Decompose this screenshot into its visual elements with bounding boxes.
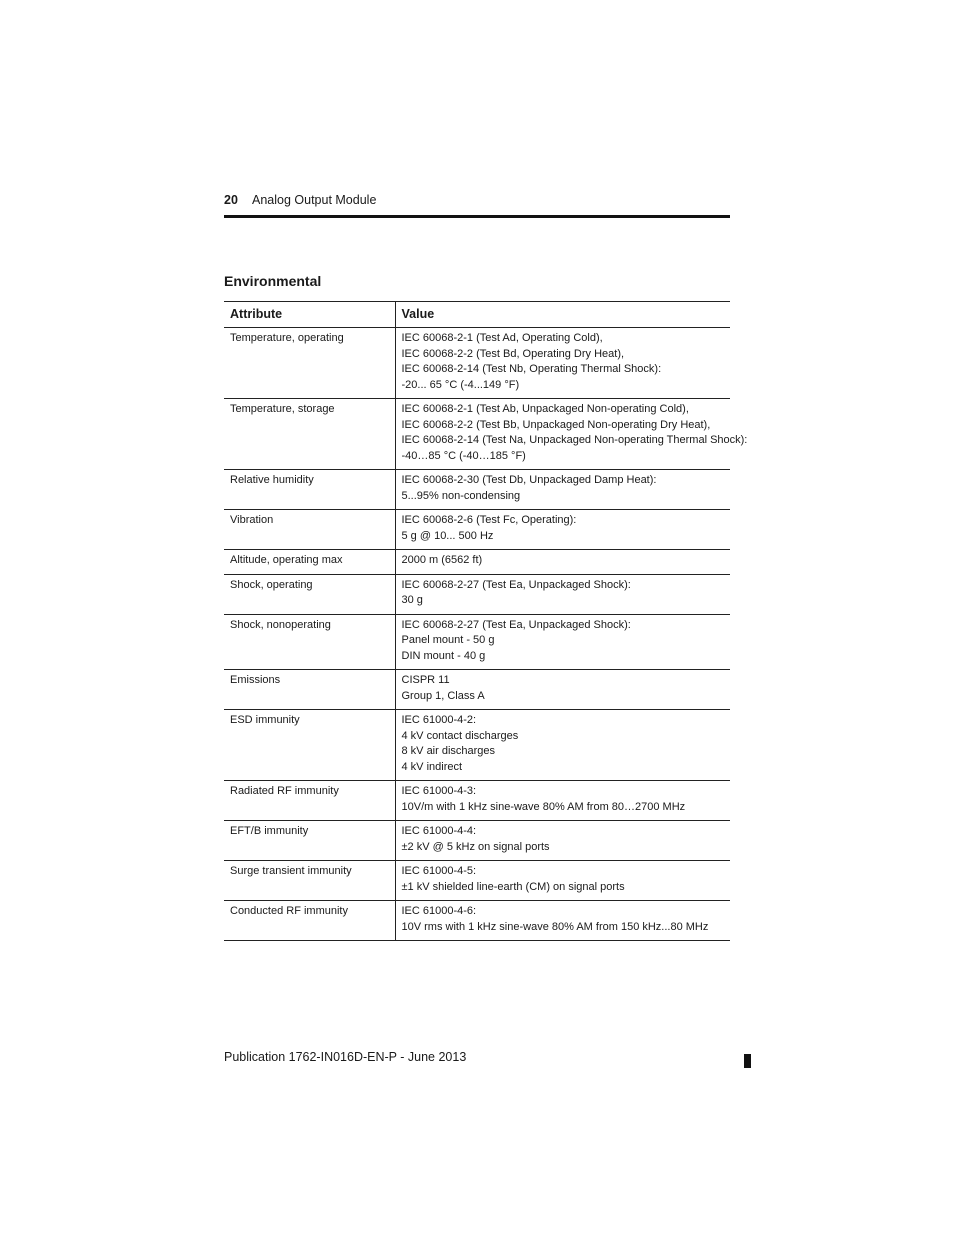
value-cell <box>395 861 730 901</box>
value-cell <box>395 550 730 575</box>
table-row <box>224 901 730 941</box>
value-line: 5...95% non-condensing <box>401 489 521 502</box>
page-number: 20 <box>224 193 238 207</box>
value-line: 4 kV contact discharges <box>401 729 519 742</box>
value-line: IEC 61000-4-6: <box>401 905 477 917</box>
page-header <box>224 192 730 218</box>
table-row <box>224 781 730 821</box>
value-line: 10V rms with 1 kHz sine-wave 80% AM from 150 kHz...80 MHz <box>401 920 709 933</box>
column-header-attribute: Attribute <box>224 302 395 328</box>
value-line: -40…85 °C (-40…185 °F) <box>401 449 526 462</box>
value-line: 30 g <box>401 594 423 606</box>
value-line: 10V/m with 1 kHz sine-wave 80% AM from 80…2700 MHz <box>401 800 686 813</box>
attribute-cell: Temperature, storage <box>224 399 395 470</box>
table-row <box>224 710 730 781</box>
value-line: IEC 60068-2-2 (Test Bd, Operating Dry Heat), <box>401 347 625 360</box>
value-line: 5 g @ 10... 500 Hz <box>401 529 494 542</box>
value-line: Group 1, Class A <box>401 689 485 702</box>
attribute-cell: Conducted RF immunity <box>224 901 395 941</box>
attribute-cell: Shock, nonoperating <box>224 614 395 670</box>
value-line: IEC 60068-2-1 (Test Ab, Unpackaged Non-operating Cold), <box>401 403 689 415</box>
table-row <box>224 821 730 861</box>
value-line: ±1 kV shielded line-earth (CM) on signal ports <box>401 880 625 893</box>
attribute-cell: Radiated RF immunity <box>224 781 395 821</box>
table-header-row <box>224 302 730 328</box>
value-line: 4 kV indirect <box>401 760 463 773</box>
value-line: IEC 61000-4-5: <box>401 865 477 877</box>
value-line: IEC 60068-2-30 (Test Db, Unpackaged Damp Heat): <box>401 474 657 486</box>
value-line: DIN mount - 40 g <box>401 649 486 662</box>
environmental-spec-table <box>224 301 748 941</box>
value-line: -20... 65 °C (-4...149 °F) <box>401 378 520 391</box>
value-cell <box>395 670 730 710</box>
value-line: 8 kV air discharges <box>401 745 496 757</box>
attribute-cell: Vibration <box>224 510 395 550</box>
value-cell <box>395 901 730 941</box>
table-row <box>224 614 730 670</box>
table-row <box>224 510 730 550</box>
value-line: IEC 60068-2-6 (Test Fc, Operating): <box>401 514 577 526</box>
table-row <box>224 470 730 510</box>
value-cell <box>395 710 730 781</box>
table-row <box>224 550 730 575</box>
attribute-cell: Altitude, operating max <box>224 550 395 575</box>
column-header-value: Value <box>395 302 730 328</box>
value-cell <box>395 328 730 399</box>
table-row <box>224 861 730 901</box>
table-row <box>224 574 730 614</box>
attribute-cell: Shock, operating <box>224 574 395 614</box>
value-cell <box>395 821 730 861</box>
attribute-cell: Relative humidity <box>224 470 395 510</box>
attribute-cell: Emissions <box>224 670 395 710</box>
publication-footer: Publication 1762-IN016D-EN-P - June 2013 <box>224 1050 467 1064</box>
value-line: IEC 60068-2-27 (Test Ea, Unpackaged Shock): <box>401 578 631 591</box>
value-line: IEC 61000-4-2: <box>401 714 477 726</box>
value-line: IEC 60068-2-14 (Test Na, Unpackaged Non-operating Thermal Shock): <box>401 434 748 446</box>
attribute-cell: EFT/B immunity <box>224 821 395 861</box>
page-edge-marker <box>744 1054 751 1068</box>
value-line: IEC 60068-2-14 (Test Nb, Operating Thermal Shock): <box>401 363 662 375</box>
value-cell <box>395 470 730 510</box>
attribute-cell: ESD immunity <box>224 710 395 781</box>
value-line: Panel mount - 50 g <box>401 634 495 646</box>
value-line: 2000 m (6562 ft) <box>401 554 483 566</box>
value-line: IEC 60068-2-27 (Test Ea, Unpackaged Shock): <box>401 618 631 631</box>
value-cell <box>395 781 730 821</box>
value-line: IEC 61000-4-4: <box>401 825 477 837</box>
section-title: Environmental <box>224 273 322 289</box>
table-row <box>224 670 730 710</box>
table-row <box>224 399 730 470</box>
value-cell <box>395 574 730 614</box>
attribute-cell: Surge transient immunity <box>224 861 395 901</box>
value-cell <box>395 614 730 670</box>
value-line: CISPR 11 <box>401 674 450 686</box>
value-cell <box>395 510 730 550</box>
running-title: Analog Output Module <box>252 193 377 207</box>
value-line: IEC 61000-4-3: <box>401 785 477 797</box>
table-row <box>224 328 730 399</box>
attribute-cell: Temperature, operating <box>224 328 395 399</box>
value-line: IEC 60068-2-2 (Test Bb, Unpackaged Non-operating Dry Heat), <box>401 418 711 431</box>
value-line: ±2 kV @ 5 kHz on signal ports <box>401 840 550 853</box>
value-cell <box>395 399 748 470</box>
value-line: IEC 60068-2-1 (Test Ad, Operating Cold), <box>401 332 603 344</box>
